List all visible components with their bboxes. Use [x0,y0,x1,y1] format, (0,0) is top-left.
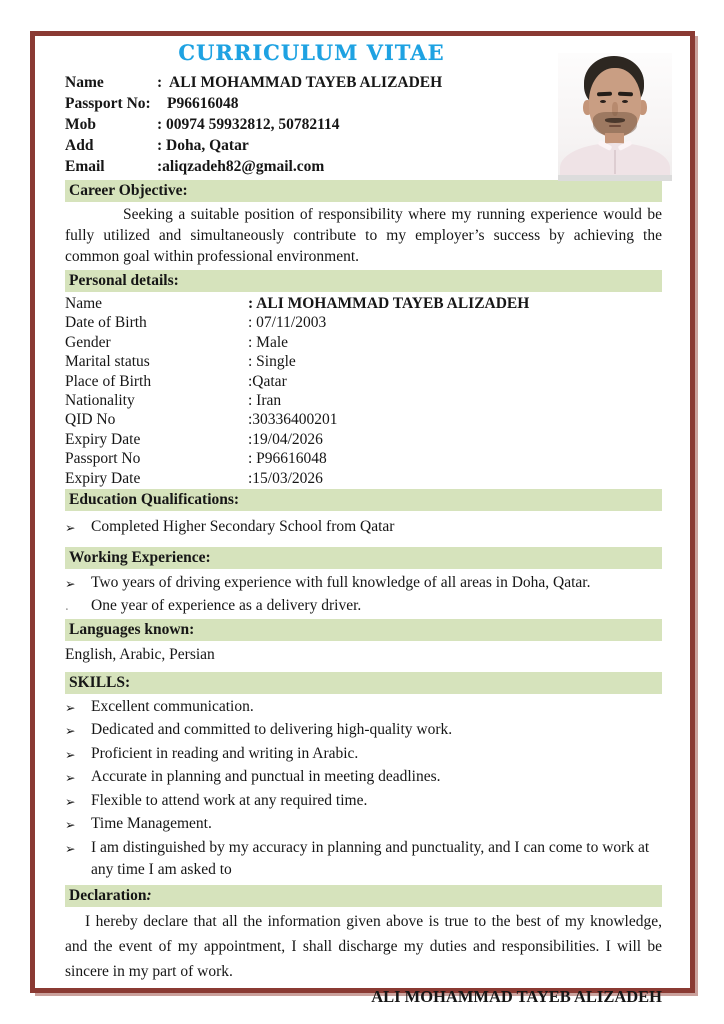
list-item [65,696,662,719]
field-value: :19/04/2026 [248,430,323,448]
education-list [65,516,662,539]
signature-name: ALI MOHAMMAD TAYEB ALIZADEH [371,987,662,1007]
contact-email-value: :aliqzadeh82@gmail.com [157,158,325,175]
skill-item-text: Excellent communication. [91,698,254,716]
field-value: : Iran [248,392,282,410]
section-header-experience [65,547,662,569]
field-label: Gender [65,333,111,351]
field-label: Date of Birth [65,314,147,332]
contact-value: : Doha, Qatar [157,137,249,154]
page-border-frame [30,31,695,1007]
field-label: Passport No [65,450,141,468]
list-item [65,572,662,595]
contact-label: Mob [65,116,96,133]
portrait-photo [558,53,672,181]
section-title: Working Experience: [69,549,211,567]
portrait-bottom-strip [558,175,672,181]
portrait-mustache [605,118,625,123]
section-header-languages [65,619,662,641]
list-item [65,790,662,813]
skill-item-text: Proficient in reading and writing in Arabic. [91,744,359,762]
contact-label: Email [65,158,105,175]
experience-item-text: One year of experience as a delivery driver. [91,596,362,614]
field-value: : 07/11/2003 [248,314,327,332]
arrow-bullet-icon: ➢ [65,793,76,809]
skill-item-text: Accurate in planning and punctual in meeting deadlines. [91,768,441,786]
section-title: Languages known: [69,621,195,639]
field-label: Expiry Date [65,469,141,487]
contact-value: P96616048 [167,95,239,112]
arrow-bullet-icon: ➢ [65,817,76,833]
personal-row-passport [65,449,662,468]
personal-details-table [65,294,662,488]
list-item [65,719,662,742]
portrait-eye [600,100,606,103]
field-value: : ALI MOHAMMAD TAYEB ALIZADEH [248,295,530,312]
contact-row-mobile [65,114,558,135]
arrow-bullet-icon: ➢ [65,840,76,856]
section-title: SKILLS: [69,674,131,692]
list-item [65,595,662,618]
contact-value: : 00974 59932812, 50782114 [157,116,340,133]
header-text-column [65,40,558,177]
list-item [65,813,662,836]
section-header-personal-details [65,270,662,292]
skills-list [65,696,662,881]
declaration-text: I hereby declare that all the information given above is true to the best of my knowledge, and the event of my appointment, I shall discharge my duties and responsibilities. I will be sincere in my part of work. [65,913,662,981]
section-title: Career Objective: [69,182,188,199]
list-item [65,743,662,766]
section-header-education [65,489,662,511]
section-title: Declaration [69,887,147,905]
field-label: Place of Birth [65,372,152,390]
list-item [65,516,662,539]
section-header-declaration [65,885,662,907]
arrow-bullet-icon: ➢ [65,770,76,786]
personal-row-marital-status [65,352,662,371]
contact-row-name [65,72,558,93]
personal-row-name [65,294,662,313]
field-label: QID No [65,411,116,429]
field-label: Name [65,295,103,312]
section-header-career-objective [65,180,662,202]
contact-label: Name [65,74,104,91]
list-item [65,766,662,789]
contact-value: : ALI MOHAMMAD TAYEB ALIZADEH [157,74,443,91]
section-title: Personal details: [69,272,179,289]
field-value: :30336400201 [248,411,338,429]
list-item [65,837,662,882]
contact-label: Add [65,137,94,154]
portrait-eye [622,100,628,103]
personal-row-gender [65,333,662,352]
skill-item-text: Dedicated and committed to delivering high-quality work. [91,721,453,739]
arrow-bullet-icon: ➢ [65,576,76,592]
section-title-colon: : [146,887,152,905]
contact-label: Passport No: [65,95,151,112]
experience-item-text: Two years of driving experience with full knowledge of all areas in Doha, Qatar. [91,574,591,592]
arrow-bullet-icon: ➢ [65,746,76,762]
contact-block [65,72,558,177]
field-label: Nationality [65,392,135,410]
arrow-bullet-icon: ➢ [65,723,76,739]
dot-bullet-icon: . [65,597,69,614]
portrait-face [589,68,641,137]
skill-item-text: Flexible to attend work at any required time. [91,791,368,809]
page-title: CURRICULUM VITAE [178,40,445,65]
personal-row-dob [65,313,662,332]
cv-header [65,40,662,180]
personal-row-qid [65,410,662,429]
field-value: : Single [248,353,296,371]
field-value: :15/03/2026 [248,469,323,487]
section-title: Education Qualifications: [69,491,240,509]
field-value: : Male [248,333,289,351]
skill-item-text: Time Management. [91,815,212,833]
portrait-eyebrow [597,92,612,97]
portrait-shirt-placket [614,150,616,174]
personal-row-passport-expiry [65,469,662,488]
contact-row-email [65,156,558,177]
portrait-mouth [609,125,621,127]
section-header-skills [65,672,662,694]
arrow-bullet-icon: ➢ [65,700,76,716]
education-item-text: Completed Higher Secondary School from Qatar [91,518,395,536]
field-value: : P96616048 [248,450,327,468]
experience-list [65,572,662,617]
personal-row-qid-expiry [65,430,662,449]
contact-row-passport [65,93,558,114]
arrow-bullet-icon: ➢ [65,520,76,536]
field-label: Marital status [65,353,150,371]
personal-row-nationality [65,391,662,410]
skill-item-text: I am distinguished by my accuracy in planning and punctuality, and I can come to work at any time I am asked to [91,838,650,878]
field-label: Expiry Date [65,430,141,448]
career-objective-text: Seeking a suitable position of responsibility where my running experience would be fully utilized and simultaneously contribute to my employer’s success by achieving the common goal within professional environment. [65,206,662,265]
personal-row-place-of-birth [65,372,662,391]
languages-value: English, Arabic, Persian [65,646,215,664]
contact-row-address [65,135,558,156]
portrait-eyebrow [618,92,633,97]
field-value: :Qatar [248,372,287,390]
